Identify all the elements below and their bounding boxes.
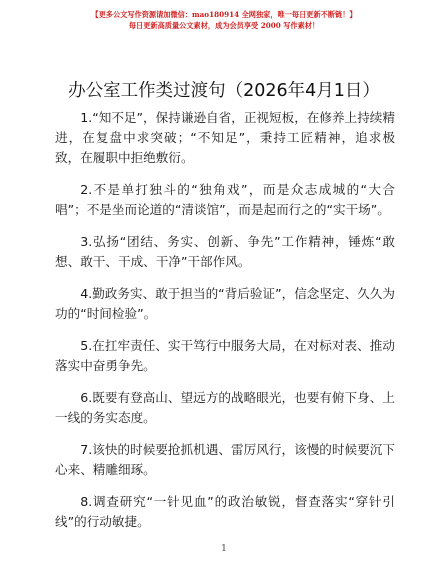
document-title: 办公室工作类过渡句（2026年4月1日）	[68, 81, 380, 101]
promo-banner	[0, 9, 448, 31]
promo-banner-line-1: 【更多公文写作资源请加微信：mao180914 全网独家，唯一每日更新不断链！】	[91, 10, 357, 19]
list-item: 3.弘扬“团结、务实、创新、争先”工作精神，锤炼“敢想、敢干、干成、干净”干部作风。	[55, 234, 395, 269]
page-number: 1	[221, 544, 227, 554]
list-item: 8.调查研究“一针见血”的政治敏锐，督查落实“穿针引线”的行动敏捷。	[55, 494, 395, 529]
list-item: 6.既要有登高山、望远方的战略眼光，也要有俯下身、上一线的务实态度。	[55, 390, 395, 425]
promo-banner-line-2: 每日更新高质量公文素材，成为会员享受 2000 写作素材！	[128, 21, 320, 30]
list-item: 5.在扛牢责任、实干笃行中服务大局，在对标对表、推动落实中奋勇争先。	[55, 338, 395, 373]
list-item: 2.不是单打独斗的“独角戏”，而是众志成城的“大合唱”；不是坐而论道的“清谈馆”，而是起而行之的“实干场”。	[55, 182, 395, 217]
list-item: 1.“知不足”，保持谦逊自省，正视短板，在修养上持续精进，在复盘中求突破；“不知足”，秉持工匠精神，追求极致，在履职中拒绝敷衍。	[55, 110, 395, 165]
sentence-list	[55, 108, 395, 544]
list-item: 7.该快的时候要抢抓机遇、雷厉风行，该慢的时候要沉下心来、精雕细琢。	[55, 442, 395, 477]
list-item: 4.勤政务实、敢于担当的“背后验证”，信念坚定、久久为功的“时间检验”。	[55, 286, 395, 321]
